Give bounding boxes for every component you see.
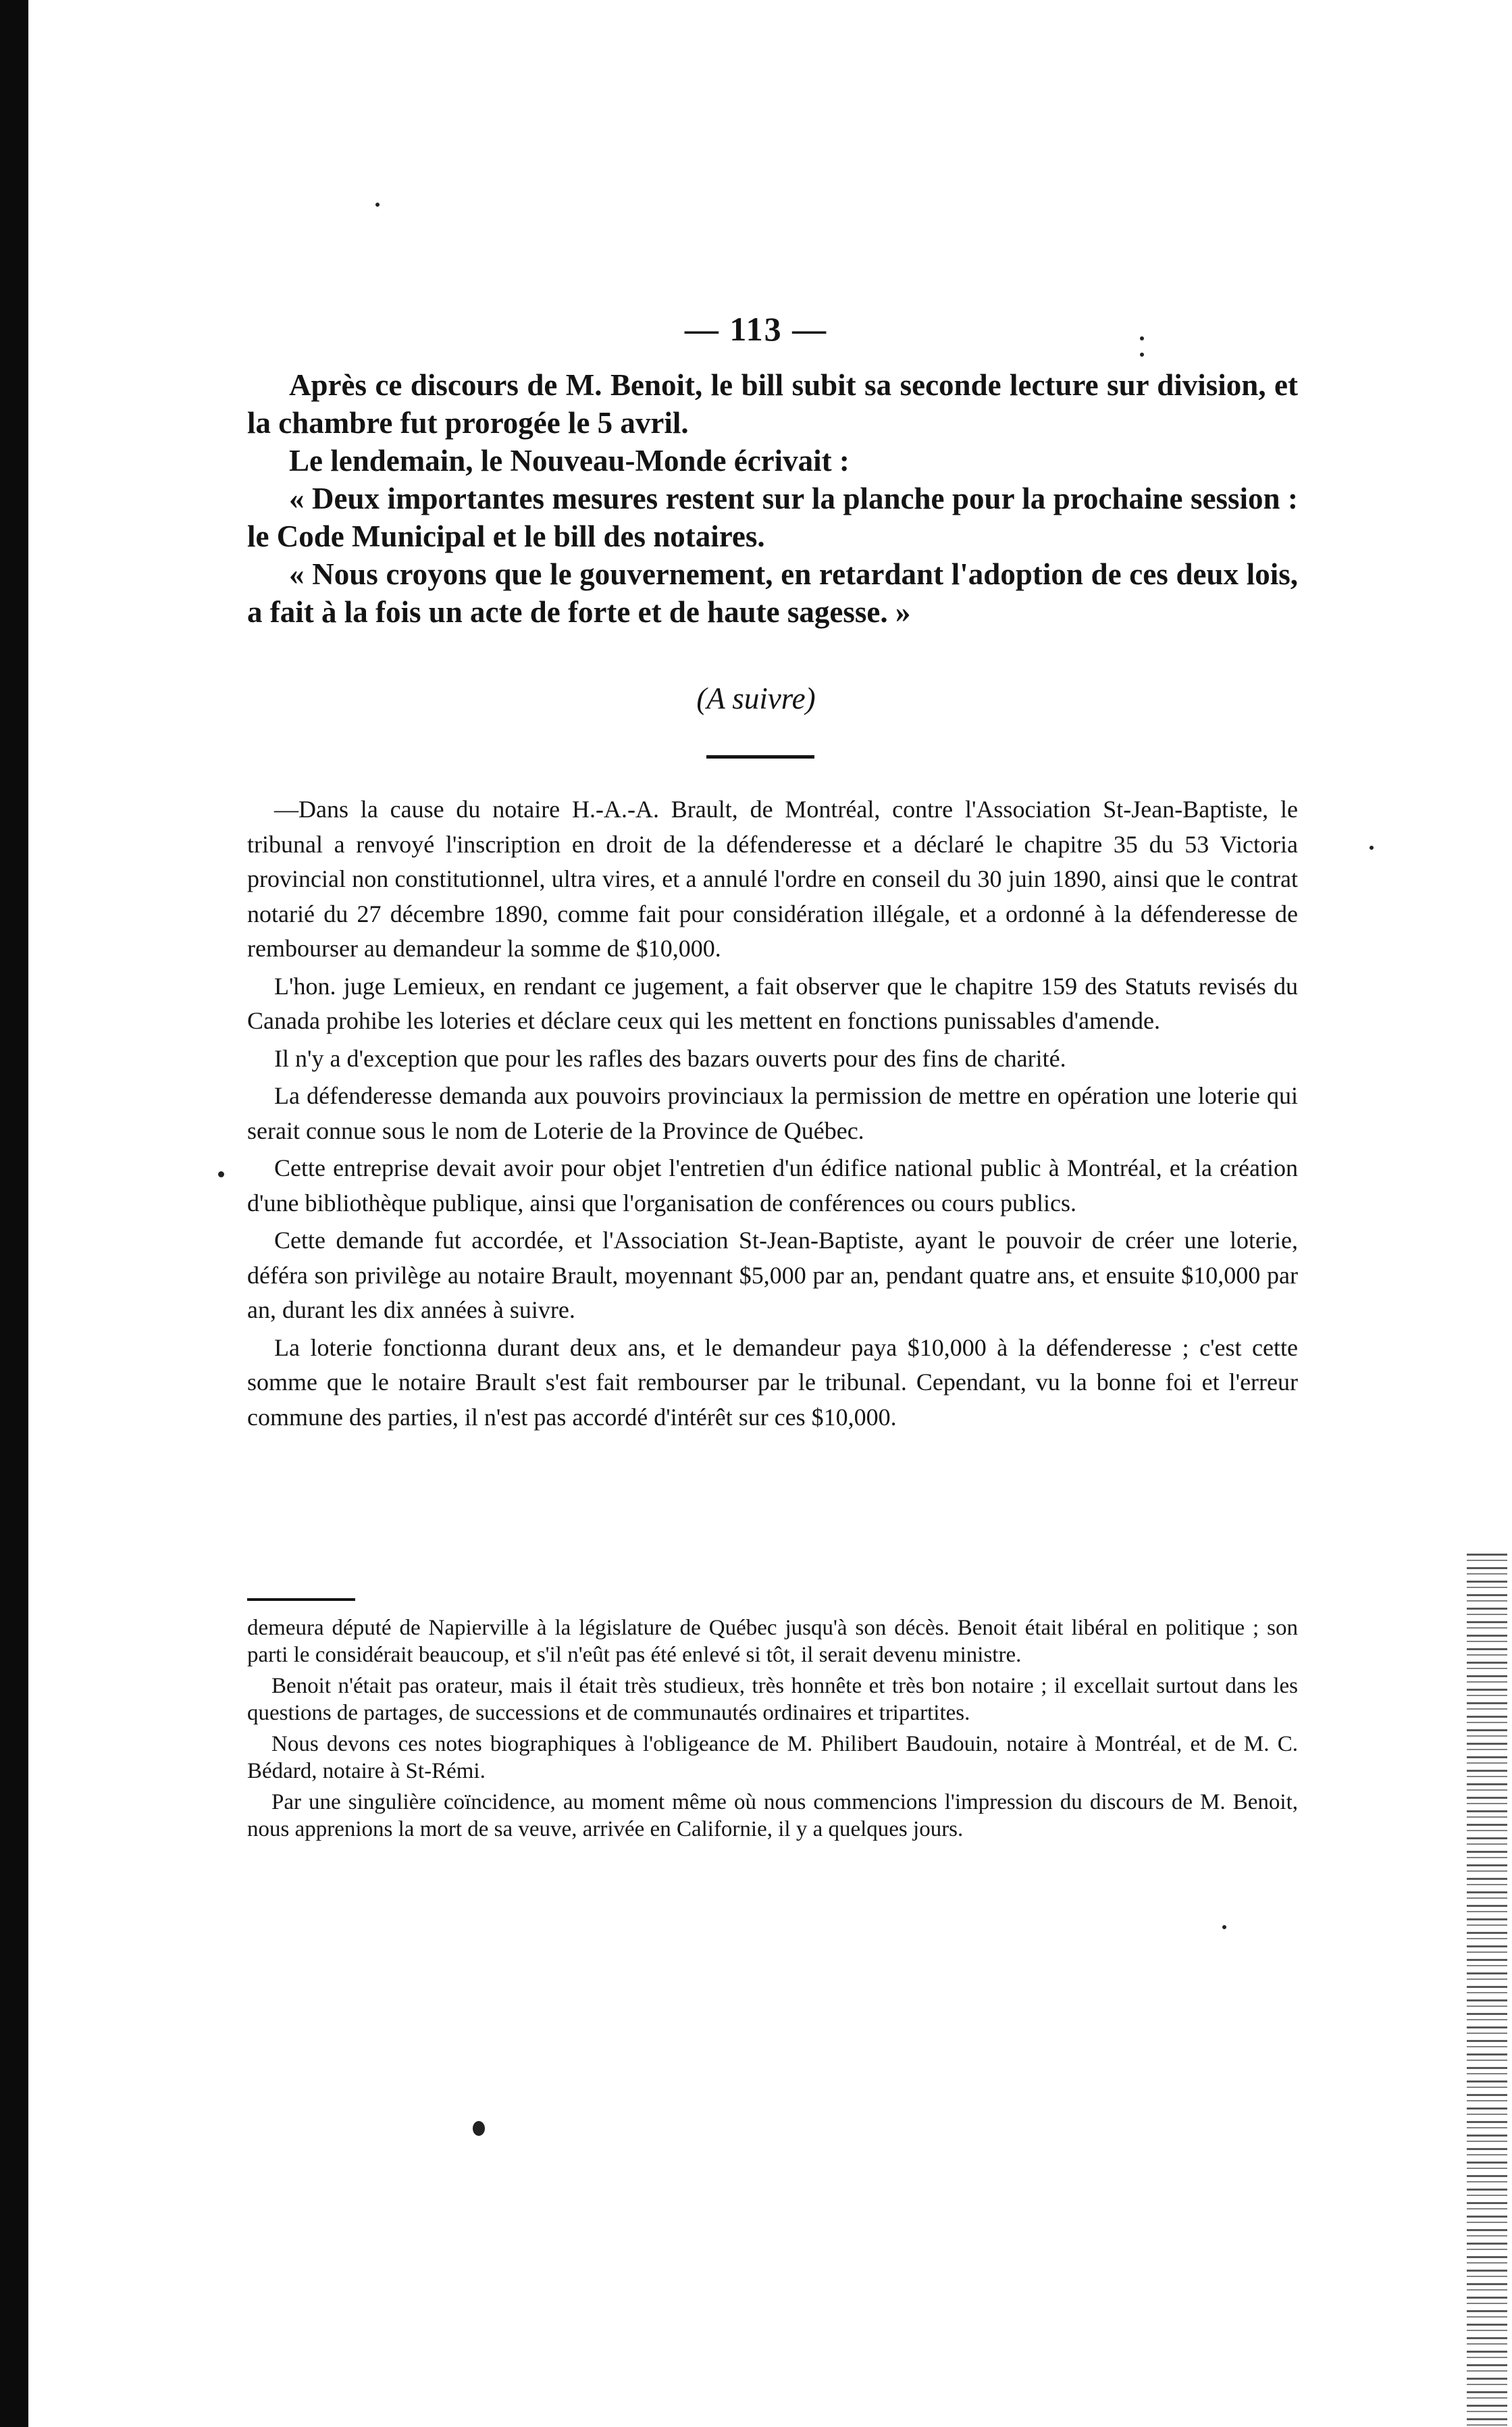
footnote-paragraph: Benoit n'était pas orateur, mais il était très studieux, très honnête et très bon notaire ; il excellait surtout dans les questions de partages, de successions et de communautés ordinaires et tripartites.	[247, 1674, 1298, 1725]
quotation-paragraph: « Nous croyons que le gouvernement, en retardant l'adoption de ces deux lois, a fait à la fois un acte de forte et de haute sagesse. »	[247, 557, 1298, 629]
note-paragraph: Il n'y a d'exception que pour les rafles des bazars ouverts pour des fins de charité.	[274, 1044, 1066, 1072]
footnote-paragraph: Nous devons ces notes biographiques à l'obligeance de M. Philibert Baudouin, notaire à Montréal, et de M. C. Bédard, notaire à St-Rémi.	[247, 1732, 1298, 1783]
scan-speck	[1370, 846, 1374, 850]
scan-page-edge	[1467, 1554, 1507, 2427]
quotation-paragraph: « Deux importantes mesures restent sur la planche pour la prochaine session : le Code Municipal et le bill des notaires.	[247, 482, 1298, 553]
note-paragraph: Cette entreprise devait avoir pour objet l'entretien d'un édifice national public à Montréal, et la création d'une bibliothèque publique, ainsi que l'organisation de conférences ou cours publics.	[247, 1154, 1298, 1217]
news-note	[247, 792, 1298, 1437]
note-paragraph: La défenderesse demanda aux pouvoirs provinciaux la permission de mettre en opération une loterie qui serait connue sous le nom de Loterie de la Province de Québec.	[247, 1082, 1298, 1144]
paragraph: Après ce discours de M. Benoit, le bill subit sa seconde lecture sur division, et la chambre fut prorogée le 5 avril.	[247, 368, 1298, 440]
to-be-continued: (A suivre)	[696, 682, 816, 715]
footnote-paragraph: demeura député de Napierville à la législature de Québec jusqu'à son décès. Benoit était libéral en politique ; son parti le considérait beaucoup, et s'il n'eût pas été enlevé si tôt, il serait devenu ministre.	[247, 1616, 1298, 1667]
section-divider	[706, 755, 814, 759]
main-text	[247, 366, 1298, 631]
scan-binding-edge	[0, 0, 28, 2427]
footnote-divider	[247, 1598, 355, 1601]
scan-speck	[1140, 353, 1144, 357]
note-paragraph: La loterie fonctionna durant deux ans, et le demandeur paya $10,000 à la défenderesse ; c'est cette somme que le notaire Brault s'est fait rembourser par le tribunal. Cependant, vu la bonne foi et l'erreur commune des parties, il n'est pas accordé d'intérêt sur ces $10,000.	[247, 1333, 1298, 1431]
note-paragraph: L'hon. juge Lemieux, en rendant ce jugement, a fait observer que le chapitre 159 des Statuts revisés du Canada prohibe les loteries et déclare ceux qui les mettent en fonctions punissables d'amende.	[247, 972, 1298, 1034]
scan-speck	[375, 203, 380, 207]
page-number: — 113 —	[684, 310, 828, 348]
scan-speck	[218, 1171, 224, 1177]
note-paragraph: —Dans la cause du notaire H.-A.-A. Brault, de Montréal, contre l'Association St-Jean-Baptiste, le tribunal a renvoyé l'inscription en droit de la défenderesse et a déclaré le chapitre 35 du 53 Victoria provincial non constitutionnel, ultra vires, et a annulé l'ordre en conseil du 30 juin 1890, ainsi que le contrat notarié du 27 décembre 1890, comme fait pour considération illégale, et a ordonné à la défenderesse de rembourser au demandeur la somme de $10,000.	[247, 796, 1298, 962]
note-paragraph: Cette demande fut accordée, et l'Association St-Jean-Baptiste, ayant le pouvoir de créer une loterie, déféra son privilège au notaire Brault, moyennant $5,000 par an, pendant quatre ans, et ensuite $10,000 par an, durant les dix années à suivre.	[247, 1227, 1298, 1323]
footnote-paragraph: Par une singulière coïncidence, au moment même où nous commencions l'impression du discours de M. Benoit, nous apprenions la mort de sa veuve, arrivée en Californie, il y a quelques jours.	[247, 1790, 1298, 1841]
footnotes	[247, 1614, 1298, 1843]
scan-speck	[1222, 1925, 1226, 1929]
scan-speck	[473, 2121, 485, 2136]
paragraph: Le lendemain, le Nouveau-Monde écrivait :	[289, 444, 850, 478]
